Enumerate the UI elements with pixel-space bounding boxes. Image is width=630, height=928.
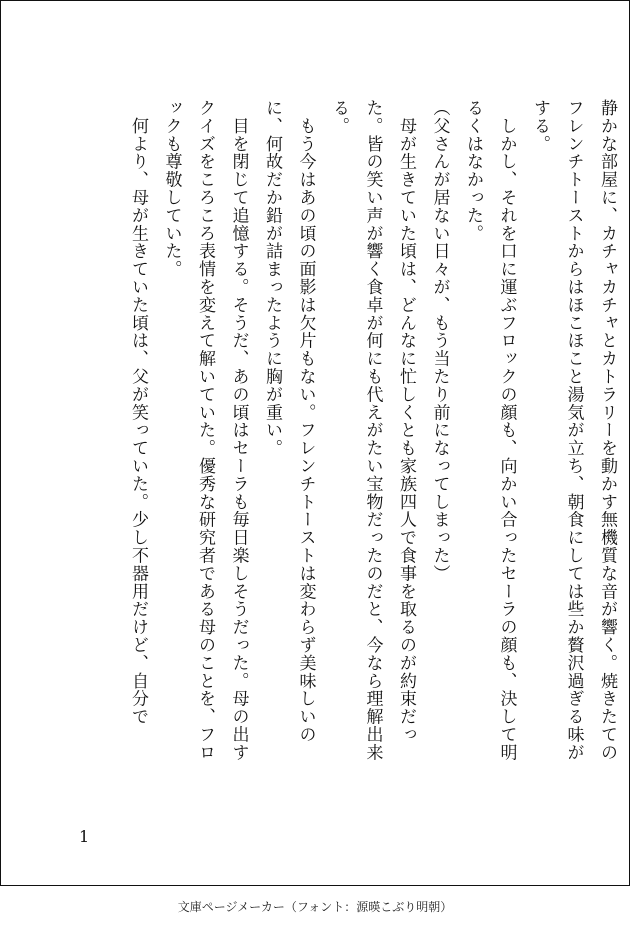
footer-credit: 文庫ページメーカー（フォント：源暎こぶり明朝） — [177, 900, 453, 914]
paragraph-4: 母が生きていた頃は、どんなに忙しくとも家族四人で食事を取るのが約束だった。皆の笑い声が響く食卓が何にも代えがたい宝物だったのだと、今なら理解出来る。 — [329, 99, 416, 762]
paragraph-1: 静かな部屋に、カチャカチャとカトラリーを動かす無機質な音が響く。焼きたてのフレンチトーストからはほこほこと湯気が立ち、朝食にしては些か贅沢過ぎる味がする。 — [530, 99, 617, 762]
paragraph-3: （父さんが居ない日々が、もう当たり前になってしまった） — [429, 99, 450, 583]
paragraph-5: もう今はあの頃の面影は欠片もない。フレンチトーストは変わらず美味しいのに、何故だか鉛が詰まったように胸が重い。 — [262, 99, 316, 744]
page-number: 1 — [79, 827, 90, 846]
paragraph-6: 目を閉じて追憶する。そうだ、あの頃はセーラも毎日楽しそうだった。母の出すクイズをころころ表情を変えて解いていた。優秀な研究者である母のことを、フロックも尊敬していた。 — [161, 99, 249, 762]
paragraph-2: しかし、それを口に運ぶフロックの顔も、向かい合ったセーラの顔も、決して明るくはなかった。 — [463, 99, 517, 762]
paragraph-7: 何より、母が生きていた頃は、父が笑っていた。少し不器用だけど、自分で — [128, 99, 148, 726]
novel-body-text — [121, 99, 624, 775]
